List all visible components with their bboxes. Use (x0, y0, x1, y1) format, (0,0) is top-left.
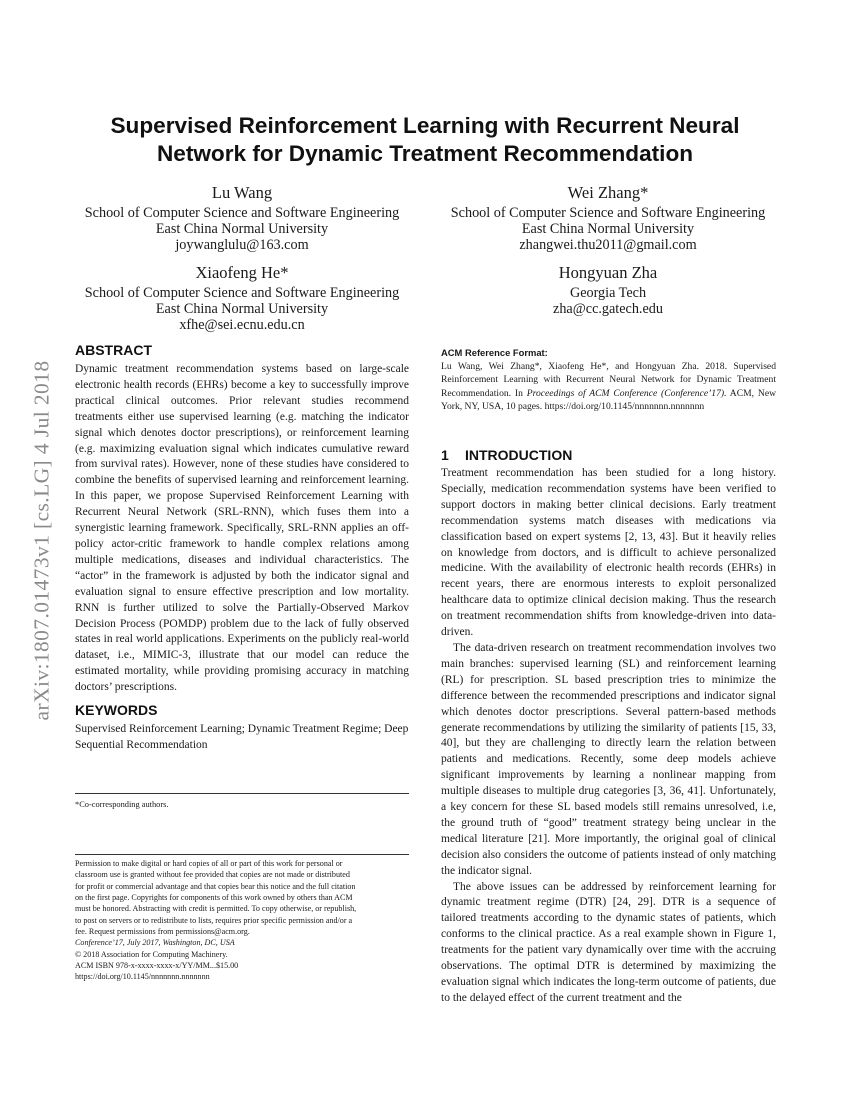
author-name: Xiaofeng He* (195, 263, 289, 282)
author-block-4 (440, 263, 776, 317)
author-block-1 (76, 183, 408, 253)
permission-line: for profit or commercial advantage and that copies bear this notice and the full citation (75, 881, 356, 891)
acm-reference-authors: Lu Wang, Wei Zhang*, Xiaofeng He*, and Hongyuan Zha. 2018. Supervised Reinforcement Learning with Recurrent Neural Network for Dynamic Treatment Recommendation. In (441, 360, 776, 399)
arxiv-stamp (24, 310, 60, 770)
acm-reference-publisher: ACM, New York, NY, USA, 10 pages. https://doi.org/10.1145/nnnnnnn.nnnnnnn (441, 387, 777, 413)
permission-line: Permission to make digital or hard copies of all or part of this work for personal or (75, 859, 343, 868)
acm-reference-proceedings: Proceedings of ACM Conference (Conference’17). (526, 387, 727, 399)
paper-title (75, 112, 775, 168)
keywords-heading: KEYWORDS (75, 702, 158, 718)
arxiv-stamp-text: arXiv:1807.01473v1 [cs.LG] 4 Jul 2018 (29, 360, 54, 720)
doi-link: https://doi.org/10.1145/nnnnnnn.nnnnnnn (75, 972, 210, 982)
author-block-3 (76, 263, 408, 333)
author-affiliation: School of Computer Science and Software Engineering (84, 285, 400, 301)
permission-block (75, 858, 409, 983)
author-email: xfhe@sei.ecnu.edu.cn (179, 317, 305, 333)
introduction-heading (441, 447, 572, 463)
abstract-heading: ABSTRACT (75, 342, 152, 358)
title-line-1: Supervised Reinforcement Learning with Recurrent Neural (110, 113, 740, 138)
section-title: INTRODUCTION (465, 447, 573, 463)
author-university: East China Normal University (521, 221, 695, 237)
acm-reference-heading: ACM Reference Format: (441, 347, 548, 358)
footnote-rule (75, 793, 409, 794)
author-name: Wei Zhang* (567, 183, 649, 202)
section-number: 1 (441, 447, 449, 463)
conference-info: Conference’17, July 2017, Washington, DC, USA (75, 938, 235, 948)
isbn: ACM ISBN 978-x-xxxx-xxxx-x/YY/MM...$15.00 (75, 961, 239, 971)
keywords-body (75, 722, 409, 754)
intro-paragraph-1: Treatment recommendation has been studied for a long history. Specially, medication recommendation systems have been verified to support doctors in making better clinical decisions. Early treatment recommendation systems match diseases with medications via classification based on expert systems [2, 13, 43]. But it heavily relies on knowledge from doctors, and is difficult to achieve personalized medicine. With the availability of electronic health records (EHRs) in recent years, there are enormous interests to exploit personalized healthcare data to optimize clinical decision making. Thus the research on treatment recommendation shifts from knowledge-driven into data-driven. (441, 467, 776, 639)
permission-line: to post on servers or to redistribute to lists, requires prior specific permission and/or a (75, 915, 353, 925)
author-block-2 (440, 183, 776, 253)
author-name: Lu Wang (211, 183, 273, 202)
intro-paragraph-3: The above issues can be addressed by reinforcement learning for dynamic treatment regime (DTR) [24, 29]. DTR is a sequence of tailored treatments according to the dynamic states of patients, which conforms to the clinical practice. As a real example shown in Figure 1, treatments for the patient vary dynamically over time with the accruing observations. The optimal DTR is determined by maximizing the evaluation signal which indicates the long-term outcome of patients, due to the delayed effect of the current treatment and the (441, 880, 776, 1004)
intro-paragraph-2: The data-driven research on treatment recommendation involves two main branches: supervised learning (SL) and reinforcement learning (RL) for prescription. SL based prescription tries to minimize the difference between the recommended prescriptions and indicator signal which denotes doctor prescriptions. Several pattern-based methods generate recommendations by utilizing the similarity of patients [15, 33, 40], but they are challenging to directly learn the relation between patients and medications. Recently, some deep models achieve significant improvements by learning a nonlinear mapping from multiple diseases to multiple drug categories [3, 36, 41]. Unfortunately, a key concern for these SL based models still remains unresolved, i.e, the ground truth of “good” treatment strategy being unclear in the medical literature [21]. More importantly, the original goal of clinical decision also considers the outcome of patients instead of only matching the indicator signal. (441, 641, 776, 877)
author-affiliation: School of Computer Science and Software Engineering (84, 205, 400, 221)
permission-line: fee. Request permissions from permissions@acm.org. (75, 927, 250, 937)
permission-line: must be honored. Abstracting with credit is permitted. To copy otherwise, or republish, (75, 904, 357, 914)
introduction-body (441, 466, 776, 1007)
permission-line: on the first page. Copyrights for components of this work owned by others than ACM (75, 893, 353, 903)
acm-reference (441, 346, 776, 414)
copyright-notice: © 2018 Association for Computing Machinery. (75, 949, 228, 959)
permission-rule (75, 854, 409, 855)
author-email: zha@cc.gatech.edu (553, 301, 663, 317)
author-name: Hongyuan Zha (558, 263, 658, 282)
author-affiliation: School of Computer Science and Software Engineering (450, 205, 766, 221)
footnote: *Co-corresponding authors. (75, 800, 169, 809)
author-email: joywanglulu@163.com (175, 237, 309, 253)
acm-reference-text (441, 360, 776, 414)
author-email: zhangwei.thu2011@gmail.com (519, 237, 697, 253)
abstract-body (75, 362, 409, 696)
keywords-text: Supervised Reinforcement Learning; Dynamic Treatment Regime; Deep Sequential Recommendation (75, 723, 409, 751)
abstract-text: Dynamic treatment recommendation systems based on large-scale electronic health records (EHRs) become a key to successfully improve practical clinical outcomes. Prior relevant studies recommend treatments either use supervised learning (e.g. matching the indicator signal which denotes doctor prescriptions), or reinforcement learning (e.g. maximizing evaluation signal which indicates cumulative reward from survival rates). However, none of these studies have considered to combine the benefits of supervised learning and reinforcement learning. In this paper, we propose Supervised Reinforcement Learning with Recurrent Neural Network (SRL-RNN), which fuses them into a synergistic learning framework. Specifically, SRL-RNN applies an off-policy actor-critic framework to handle complex relations among multiple medications, diseases and individual characteristics. The “actor” in the framework is adjusted by both the indicator signal and evaluation signal to ensure effective prescription and low mortality. RNN is further utilized to solve the Partially-Observed Markov Decision Process (POMDP) problem due to the lack of fully observed states in real world applications. Experiments on the publicly real-world dataset, i.e., MIMIC-3, illustrate that our model can reduce the estimated mortality, while providing promising accuracy in matching doctors’ prescriptions. (75, 363, 409, 694)
author-university: East China Normal University (155, 221, 329, 237)
author-university: East China Normal University (155, 301, 329, 317)
author-affiliation: Georgia Tech (569, 285, 647, 301)
title-line-2: Network for Dynamic Treatment Recommendation (156, 141, 694, 166)
permission-line: classroom use is granted without fee provided that copies are not made or distributed (75, 870, 350, 880)
